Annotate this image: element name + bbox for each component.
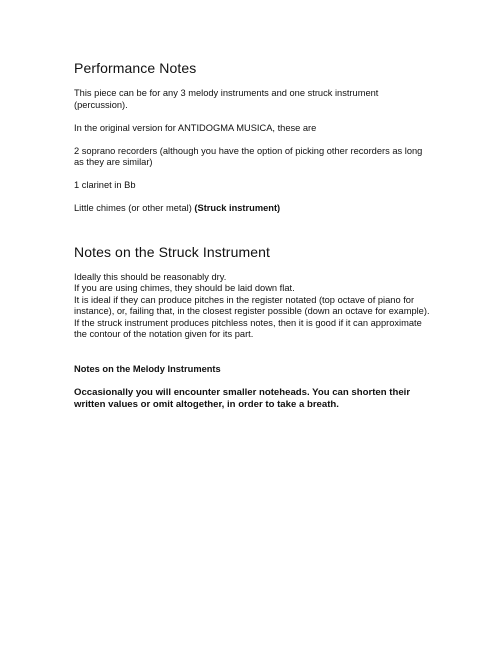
struck-notes-heading: Notes on the Struck Instrument	[74, 243, 270, 260]
performance-para-4: 1 clarinet in Bb	[74, 180, 136, 190]
performance-para-5-bold: (Struck instrument)	[194, 203, 281, 213]
performance-para-3: 2 soprano recorders (although you have the option of picking other recorders as long as they are similar)	[74, 145, 423, 167]
performance-para-2: In the original version for ANTIDOGMA MUSICA, these are	[74, 122, 317, 133]
performance-para-1: This piece can be for any 3 melody instruments and one struck instrument (percussion).	[74, 88, 379, 110]
melody-notes-heading: Notes on the Melody Instruments	[74, 363, 221, 374]
performance-para-5-text: Little chimes (or other metal)	[74, 203, 195, 213]
document-page	[74, 58, 434, 422]
struck-line-3: It is ideal if they can produce pitches in the register notated (top octave of piano for instance), or, failing that, in the closest register possible (down an octave for example).	[74, 294, 430, 316]
performance-notes-heading: Performance Notes	[74, 60, 197, 76]
melody-notes-para: Occasionally you will encounter smaller noteheads. You can shorten their written values or omit altogether, in order to take a breath.	[74, 386, 411, 410]
struck-line-2: If you are using chimes, they should be laid down flat.	[74, 283, 295, 293]
performance-para-5	[74, 203, 434, 215]
struck-line-1: Ideally this should be reasonably dry.	[74, 271, 227, 282]
struck-line-4: If the struck instrument produces pitchless notes, then it is good if it can approximate the contour of the notation given for its part.	[74, 317, 422, 339]
